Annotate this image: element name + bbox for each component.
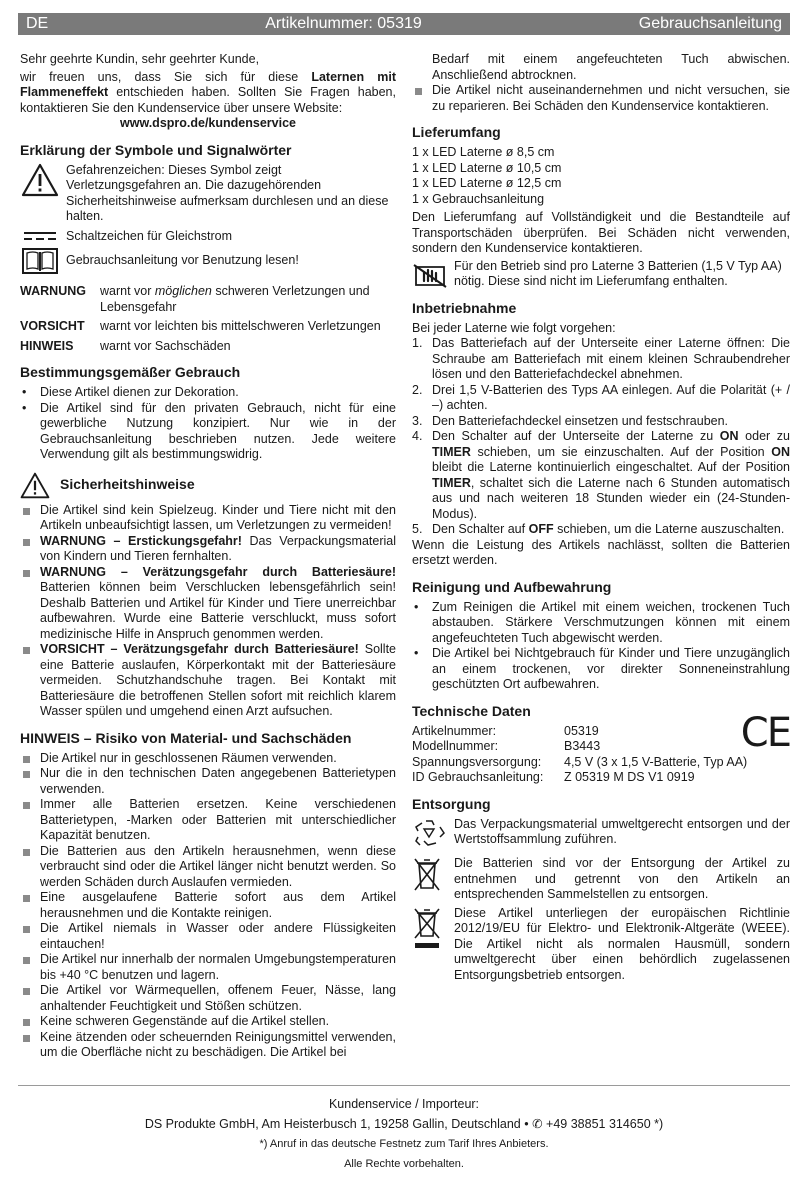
- right-column: [412, 52, 790, 986]
- setup-outro: Wenn die Leistung des Artikels nachlässt, sollten die Batterien ersetzt werden.: [412, 537, 790, 567]
- list-item: Die Artikel nur in geschlossenen Räumen verwenden.: [20, 751, 396, 767]
- ce-mark: CE: [740, 709, 790, 756]
- footer-address: DS Produkte GmbH, Am Heisterbusch 1, 19258 Gallin, Deutschland • ✆ +49 38851 314650 *): [144, 1117, 664, 1131]
- setup-steps: [412, 336, 790, 538]
- battery-hand-icon: [412, 259, 448, 289]
- footer-divider: [18, 1085, 790, 1086]
- disposal-packaging: Das Verpackungsmaterial umweltgerecht entsorgen und der Wertstoffsammlung zuführen.: [412, 817, 790, 854]
- intended-use-heading: Bestimmungsgemäßer Gebrauch: [20, 364, 241, 380]
- symbol-danger: Gefahrenzeichen: Dieses Symbol zeigt Verletzungsgefahren an. Die dazugehörenden Sicherheitshinweise aufmerksam durchlesen und an diese halten.: [20, 163, 396, 225]
- symbol-manual: Gebrauchsanleitung vor Benutzung lesen!: [20, 248, 396, 274]
- list-item: • Zum Reinigen die Artikel mit einem weichen, trockenen Tuch abstauben. Stärkere Verschmutzungen können mit einem angefeuchteten Tuch abgewischt werden.: [412, 600, 790, 647]
- tech-heading: Technische Daten: [412, 702, 531, 719]
- greeting: Sehr geehrte Kundin, sehr geehrter Kunde,: [20, 52, 260, 66]
- list-item: Nur die in den technischen Daten angegebenen Batterietypen verwenden.: [20, 766, 396, 797]
- safety-heading: Sicherheitshinweise: [60, 476, 195, 493]
- notice-heading: HINWEIS – Risiko von Material- und Sachschäden: [20, 729, 352, 746]
- list-item: Die Artikel nur innerhalb der normalen Umgebungstemperaturen bis +40 °C benutzen und lagern.: [20, 952, 396, 983]
- list-item: Die Batterien aus den Artikeln herausnehmen, wenn diese verbraucht sind oder die Artikel länger nicht benutzt werden. So werden Schäden durch Auslaufen vermieden.: [20, 844, 396, 891]
- phone-icon: ✆: [532, 1117, 543, 1131]
- direct-current-icon: [21, 229, 59, 243]
- safety-list: [20, 503, 396, 720]
- book-icon: [22, 248, 58, 274]
- symbols-heading: Erklärung der Symbole und Signalwörter: [20, 141, 292, 158]
- delivery-item: 1 x LED Laterne ø 12,5 cm: [412, 176, 562, 190]
- cleaning-heading: Reinigung und Aufbewahrung: [412, 578, 612, 595]
- delivery-heading: Lieferumfang: [412, 124, 501, 140]
- disposal-weee: Diese Artikel unterliegen der europäischen Richtlinie 2012/19/EU für Elektro- und Elektronik-Altgeräte (WEEE). Die Artikel nicht als normalen Hausmüll, sondern umweltgerecht über einen behördlich zugelassenen Entsorgungsbetrieb entsorgen.: [412, 906, 790, 984]
- list-item: Keine schweren Gegenstände auf die Artikel stellen.: [20, 1014, 396, 1030]
- symbol-dc: Schaltzeichen für Gleichstrom: [20, 229, 396, 245]
- list-item: • Diese Artikel dienen zur Dekoration.: [20, 385, 396, 401]
- setup-heading: Inbetriebnahme: [412, 299, 517, 316]
- warning-triangle-icon: [20, 472, 50, 499]
- delivery-check: Den Lieferumfang auf Vollständigkeit und die Bestandteile auf Transportschäden überprüfen. Bei Schäden nicht verwenden, sondern den Kundenservice kontaktieren.: [412, 210, 790, 255]
- list-item: Eine ausgelaufene Batterie sofort aus dem Artikel herausnehmen und die Kontakte reinigen.: [20, 890, 396, 921]
- list-item: VORSICHT – Verätzungsgefahr durch Batteriesäure! Sollte eine Batterie auslaufen, Körperkontakt mit der Batteriesäure vermeiden. Schutzhandschuhe tragen. Bei Kontakt mit Batteriesäure die betroffenen Stellen sofort mit reichlich klarem Wasser spülen und umgehend einen Arzt aufsuchen.: [20, 642, 396, 720]
- header-article: Artikelnummer: 05319: [265, 15, 422, 33]
- list-item: Die Artikel nicht auseinandernehmen und nicht versuchen, sie zu reparieren. Bei Schäden den Kundenservice kontaktieren.: [412, 83, 790, 114]
- setup-step: 2. Drei 1,5 V-Batterien des Typs AA einlegen. Auf die Polarität (+ / –) achten.: [412, 382, 790, 412]
- header-lang: DE: [26, 15, 49, 33]
- notice-list: [20, 751, 396, 1061]
- left-column: [20, 52, 396, 1061]
- list-item: Die Artikel sind kein Spielzeug. Kinder und Tiere nicht mit den Artikeln unbeaufsichtigt lassen, um Verletzungen zu vermeiden!: [20, 503, 396, 534]
- list-item: WARNUNG – Erstickungsgefahr! Das Verpackungsmaterial von Kindern und Tieren fernhalten.: [20, 534, 396, 565]
- list-item: • Die Artikel sind für den privaten Gebrauch, nicht für eine gewerbliche Nutzung konzipiert. Nur wie in der Gebrauchsanleitung beschrieben nutzen. Jede weitere Verwendung gilt als bestimmungswidrig.: [20, 401, 396, 463]
- footer-note: *) Anruf in das deutsche Festnetz zum Tarif Ihres Anbieters.: [259, 1138, 549, 1150]
- setup-lead: Bei jeder Laterne wie folgt vorgehen:: [412, 320, 616, 335]
- signal-caution: VORSICHT warnt vor leichten bis mittelschweren Verletzungen: [20, 319, 381, 333]
- tech-table: Artikelnummer: 05319 Modellnummer: B3443 Spannungsversorgung: 4,5 V (3 x 1,5 V-Batterie, Typ AA) ID Gebrauchsanleitung: Z 05319 M DS V1 0919: [412, 723, 748, 784]
- list-item: Immer alle Batterien ersetzen. Keine verschiedenen Batterietypen, -Marken oder Batterien mit unterschiedlicher Kapazität benutzen.: [20, 797, 396, 844]
- disposal-batteries: Die Batterien sind vor der Entsorgung der Artikel zu entnehmen und getrennt von den Artikeln an entsprechenden Sammelstellen zu entsorgen.: [412, 856, 790, 903]
- setup-step: 4. Den Schalter auf der Unterseite der Laterne zu ON oder zu TIMER schieben, um sie einzuschalten. Auf der Position ON bleibt die Laterne kontinuierlich eingeschaltet. Auf der Position TIMER, schaltet sich die Laterne nach 6 Stunden automatisch aus und nach weiteren 18 Stunden wieder ein (24-Stunden-Modus).: [412, 429, 790, 521]
- footer: [18, 1094, 790, 1174]
- list-item-continuation: Bedarf mit einem angefeuchteten Tuch abwischen. Anschließend abtrocknen.: [432, 52, 790, 82]
- intro-paragraph: wir freuen uns, dass Sie sich für diese Laternen mit Flammeneffekt entschieden haben. Sollten Sie Fragen haben, kontaktieren Sie den Kundenservice über unsere Website:: [20, 69, 396, 115]
- list-item: Die Artikel vor Wärmequellen, offenem Feuer, Nässe, lang anhaltender Feuchtigkeit und Stößen schützen.: [20, 983, 396, 1014]
- safety-heading-row: [20, 472, 396, 499]
- footer-service: Kundenservice / Importeur:: [328, 1097, 480, 1111]
- notice-list-continued: [412, 52, 790, 114]
- intended-use-list: [20, 385, 396, 463]
- setup-step: 1. Das Batteriefach auf der Unterseite einer Laterne öffnen: Die Schraube am Batteriefach mit einem kleinen Schraubendreher lösen und den Batteriefachdeckel abnehmen.: [412, 336, 790, 381]
- setup-step: 5. Den Schalter auf OFF schieben, um die Laterne auszuschalten.: [412, 522, 785, 536]
- signal-warning: WARNUNG warnt vor möglichen schweren Verletzungen und Lebensgefahr: [20, 284, 370, 314]
- header-doc: Gebrauchsanleitung: [638, 15, 782, 33]
- signal-notice: HINWEIS warnt vor Sachschäden: [20, 338, 231, 353]
- delivery-item: 1 x LED Laterne ø 10,5 cm: [412, 160, 562, 175]
- disposal-heading: Entsorgung: [412, 795, 491, 812]
- signal-words: [20, 284, 396, 354]
- crossed-bin-icon: [412, 856, 442, 892]
- cleaning-list: [412, 600, 790, 693]
- setup-step: 3. Den Batteriefachdeckel einsetzen und festschrauben.: [412, 413, 729, 428]
- footer-rights: Alle Rechte vorbehalten.: [344, 1158, 464, 1170]
- delivery-item: 1 x Gebrauchsanleitung: [412, 191, 545, 206]
- battery-note: Für den Betrieb sind pro Laterne 3 Batterien (1,5 V Typ AA) nötig. Diese sind nicht im Lieferumfang enthalten.: [412, 259, 790, 290]
- list-item: • Die Artikel bei Nichtgebrauch für Kinder und Tiere unzugänglich an einem trockenen, vor direkter Sonneneinstrahlung geschützten Ort aufbewahren.: [412, 646, 790, 693]
- delivery-item: 1 x LED Laterne ø 8,5 cm: [412, 145, 555, 159]
- tech-section: [412, 703, 790, 786]
- header-bar: [18, 13, 790, 35]
- recycling-icon: [412, 817, 448, 849]
- website-link[interactable]: www.dspro.de/kundenservice: [120, 116, 296, 130]
- list-item: WARNUNG – Verätzungsgefahr durch Batteriesäure! Batterien können beim Verschlucken lebensgefährlich sein! Deshalb Batterien und Artikel für Kinder und Tiere unerreichbar aufbewahren. Wurde eine Batterie verschluckt, muss sofort medizinische Hilfe in Anspruch genommen werden.: [20, 565, 396, 643]
- warning-triangle-icon: [21, 163, 59, 197]
- weee-bin-icon: [412, 906, 442, 950]
- list-item: Keine ätzenden oder scheuernden Reinigungsmittel verwenden, um die Oberfläche nicht zu beschädigen. Die Artikel bei: [20, 1030, 396, 1061]
- list-item: Die Artikel niemals in Wasser oder andere Flüssigkeiten eintauchen!: [20, 921, 396, 952]
